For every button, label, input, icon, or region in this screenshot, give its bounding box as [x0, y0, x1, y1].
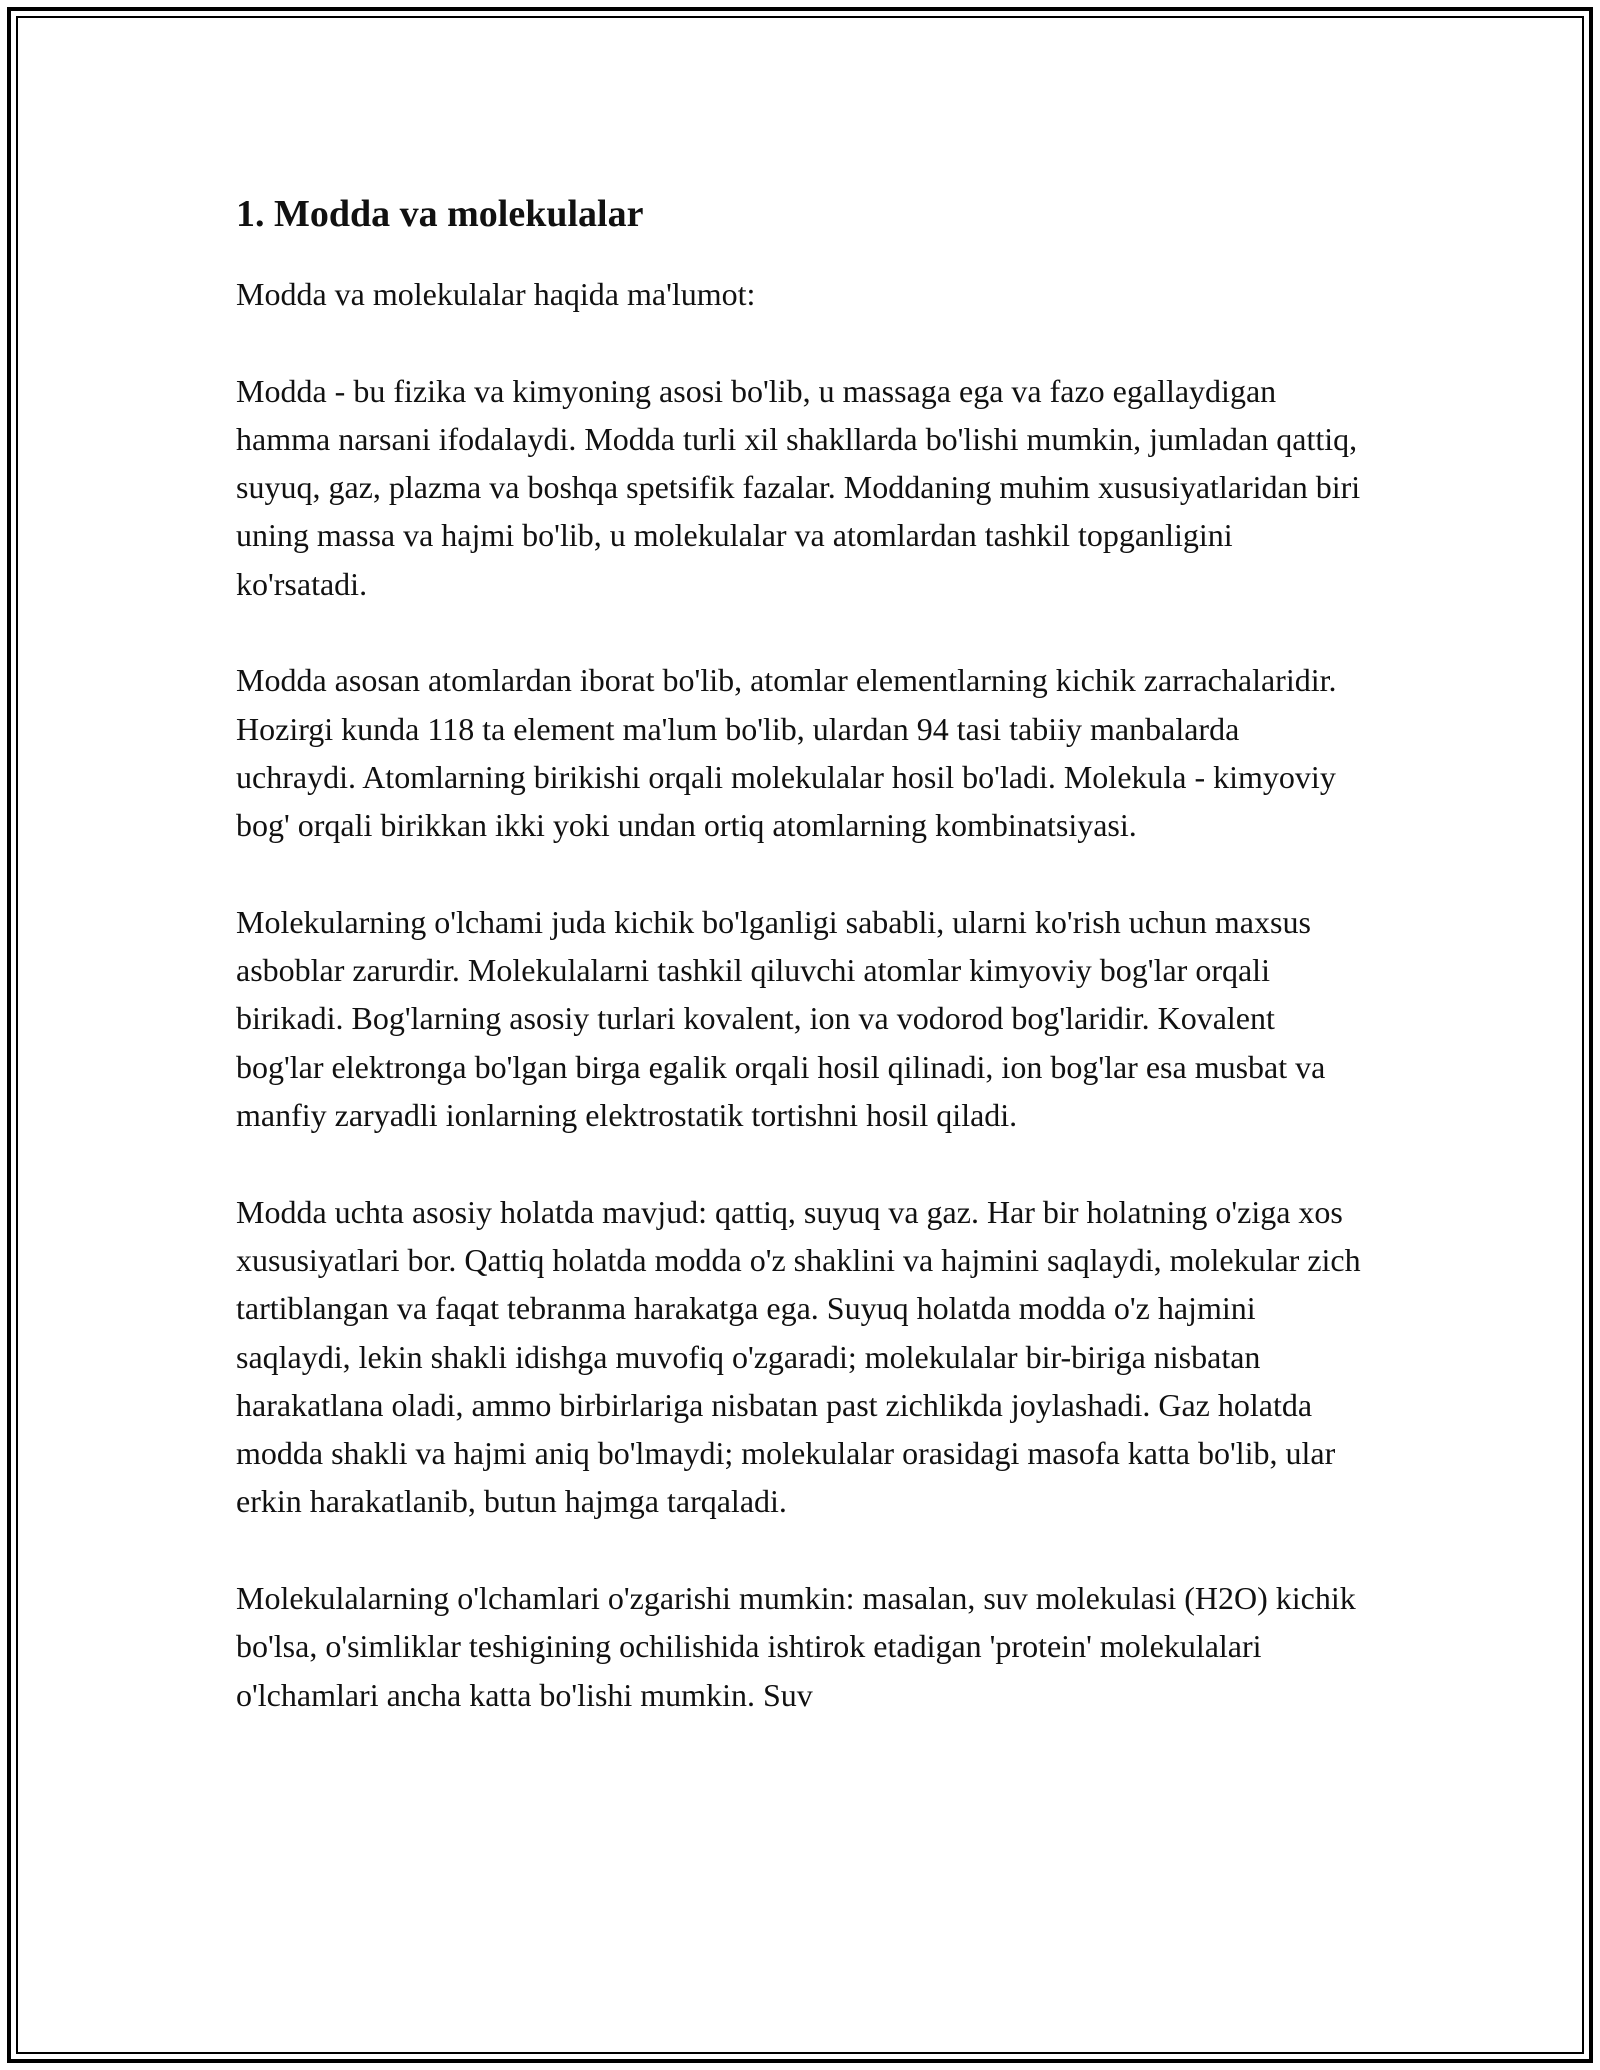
section-title: 1. Modda va molekulalar: [236, 193, 644, 235]
paragraph-molecule-sizes: Molekulalarning o'lchamlari o'zgarishi mumkin: masalan, suv molekulasi (H2O) kichik bo'lsa, o'simliklar teshigining ochilishida ishtirok etadigan 'protein' molekulalari o'lchamlari ancha katta bo'lishi mumkin. Suv: [236, 1580, 1356, 1713]
document-body: [236, 186, 1364, 1767]
paragraph-atoms: Modda asosan atomlardan iborat bo'lib, atomlar elementlarning kichik zarrachalaridir. Hozirgi kunda 118 ta element ma'lum bo'lib, ulardan 94 tasi tabiiy manbalarda uchraydi. Atomlarning birikishi orqali molekulalar hosil bo'ladi. Molekula - kimyoviy bog' orqali birikkan ikki yoki undan ortiq atomlarning kombinatsiyasi.: [236, 662, 1337, 844]
paragraph-matter-definition: Modda - bu fizika va kimyoning asosi bo'lib, u massaga ega va fazo egallaydigan hamma narsani ifodalaydi. Modda turli xil shakllarda bo'lishi mumkin, jumladan qattiq, suyuq, gaz, plazma va boshqa spetsifik fazalar. Moddaning muhim xususiyatlaridan biri uning massa va hajmi bo'lib, u molekulalar va atomlardan tashkil topganligini ko'rsatadi.: [236, 372, 1361, 602]
intro-paragraph: Modda va molekulalar haqida ma'lumot:: [236, 276, 756, 312]
paragraph-chemical-bonds: Molekularning o'lchami juda kichik bo'lganligi sababli, ularni ko'rish uchun maxsus asboblar zarurdir. Molekulalarni tashkil qiluvchi atomlar kimyoviy bog'lar orqali birikadi. Bog'larning asosiy turlari kovalent, ion va vodorod bog'laridir. Kovalent bog'lar elektronga bo'lgan birga egalik orqali hosil qilinadi, ion bog'lar esa musbat va manfiy zaryadli ionlarning elektrostatik tortishni hosil qiladi.: [236, 903, 1326, 1134]
paragraph-states-of-matter: Modda uchta asosiy holatda mavjud: qattiq, suyuq va gaz. Har bir holatning o'ziga xos xususiyatlari bor. Qattiq holatda modda o'z shaklini va hajmini saqlaydi, molekular zich tartiblangan va faqat tebranma harakatga ega. Suyuq holatda modda o'z hajmini saqlaydi, lekin shakli idishga muvofiq o'zgaradi; molekulalar bir-biriga nisbatan harakatlana oladi, ammo birbirlariga nisbatan past zichlikda joylashadi. Gaz holatda modda shakli va hajmi aniq bo'lmaydi; molekulalar orasidagi masofa katta bo'lib, ular erkin harakatlanib, butun hajmga tarqaladi.: [236, 1193, 1361, 1520]
